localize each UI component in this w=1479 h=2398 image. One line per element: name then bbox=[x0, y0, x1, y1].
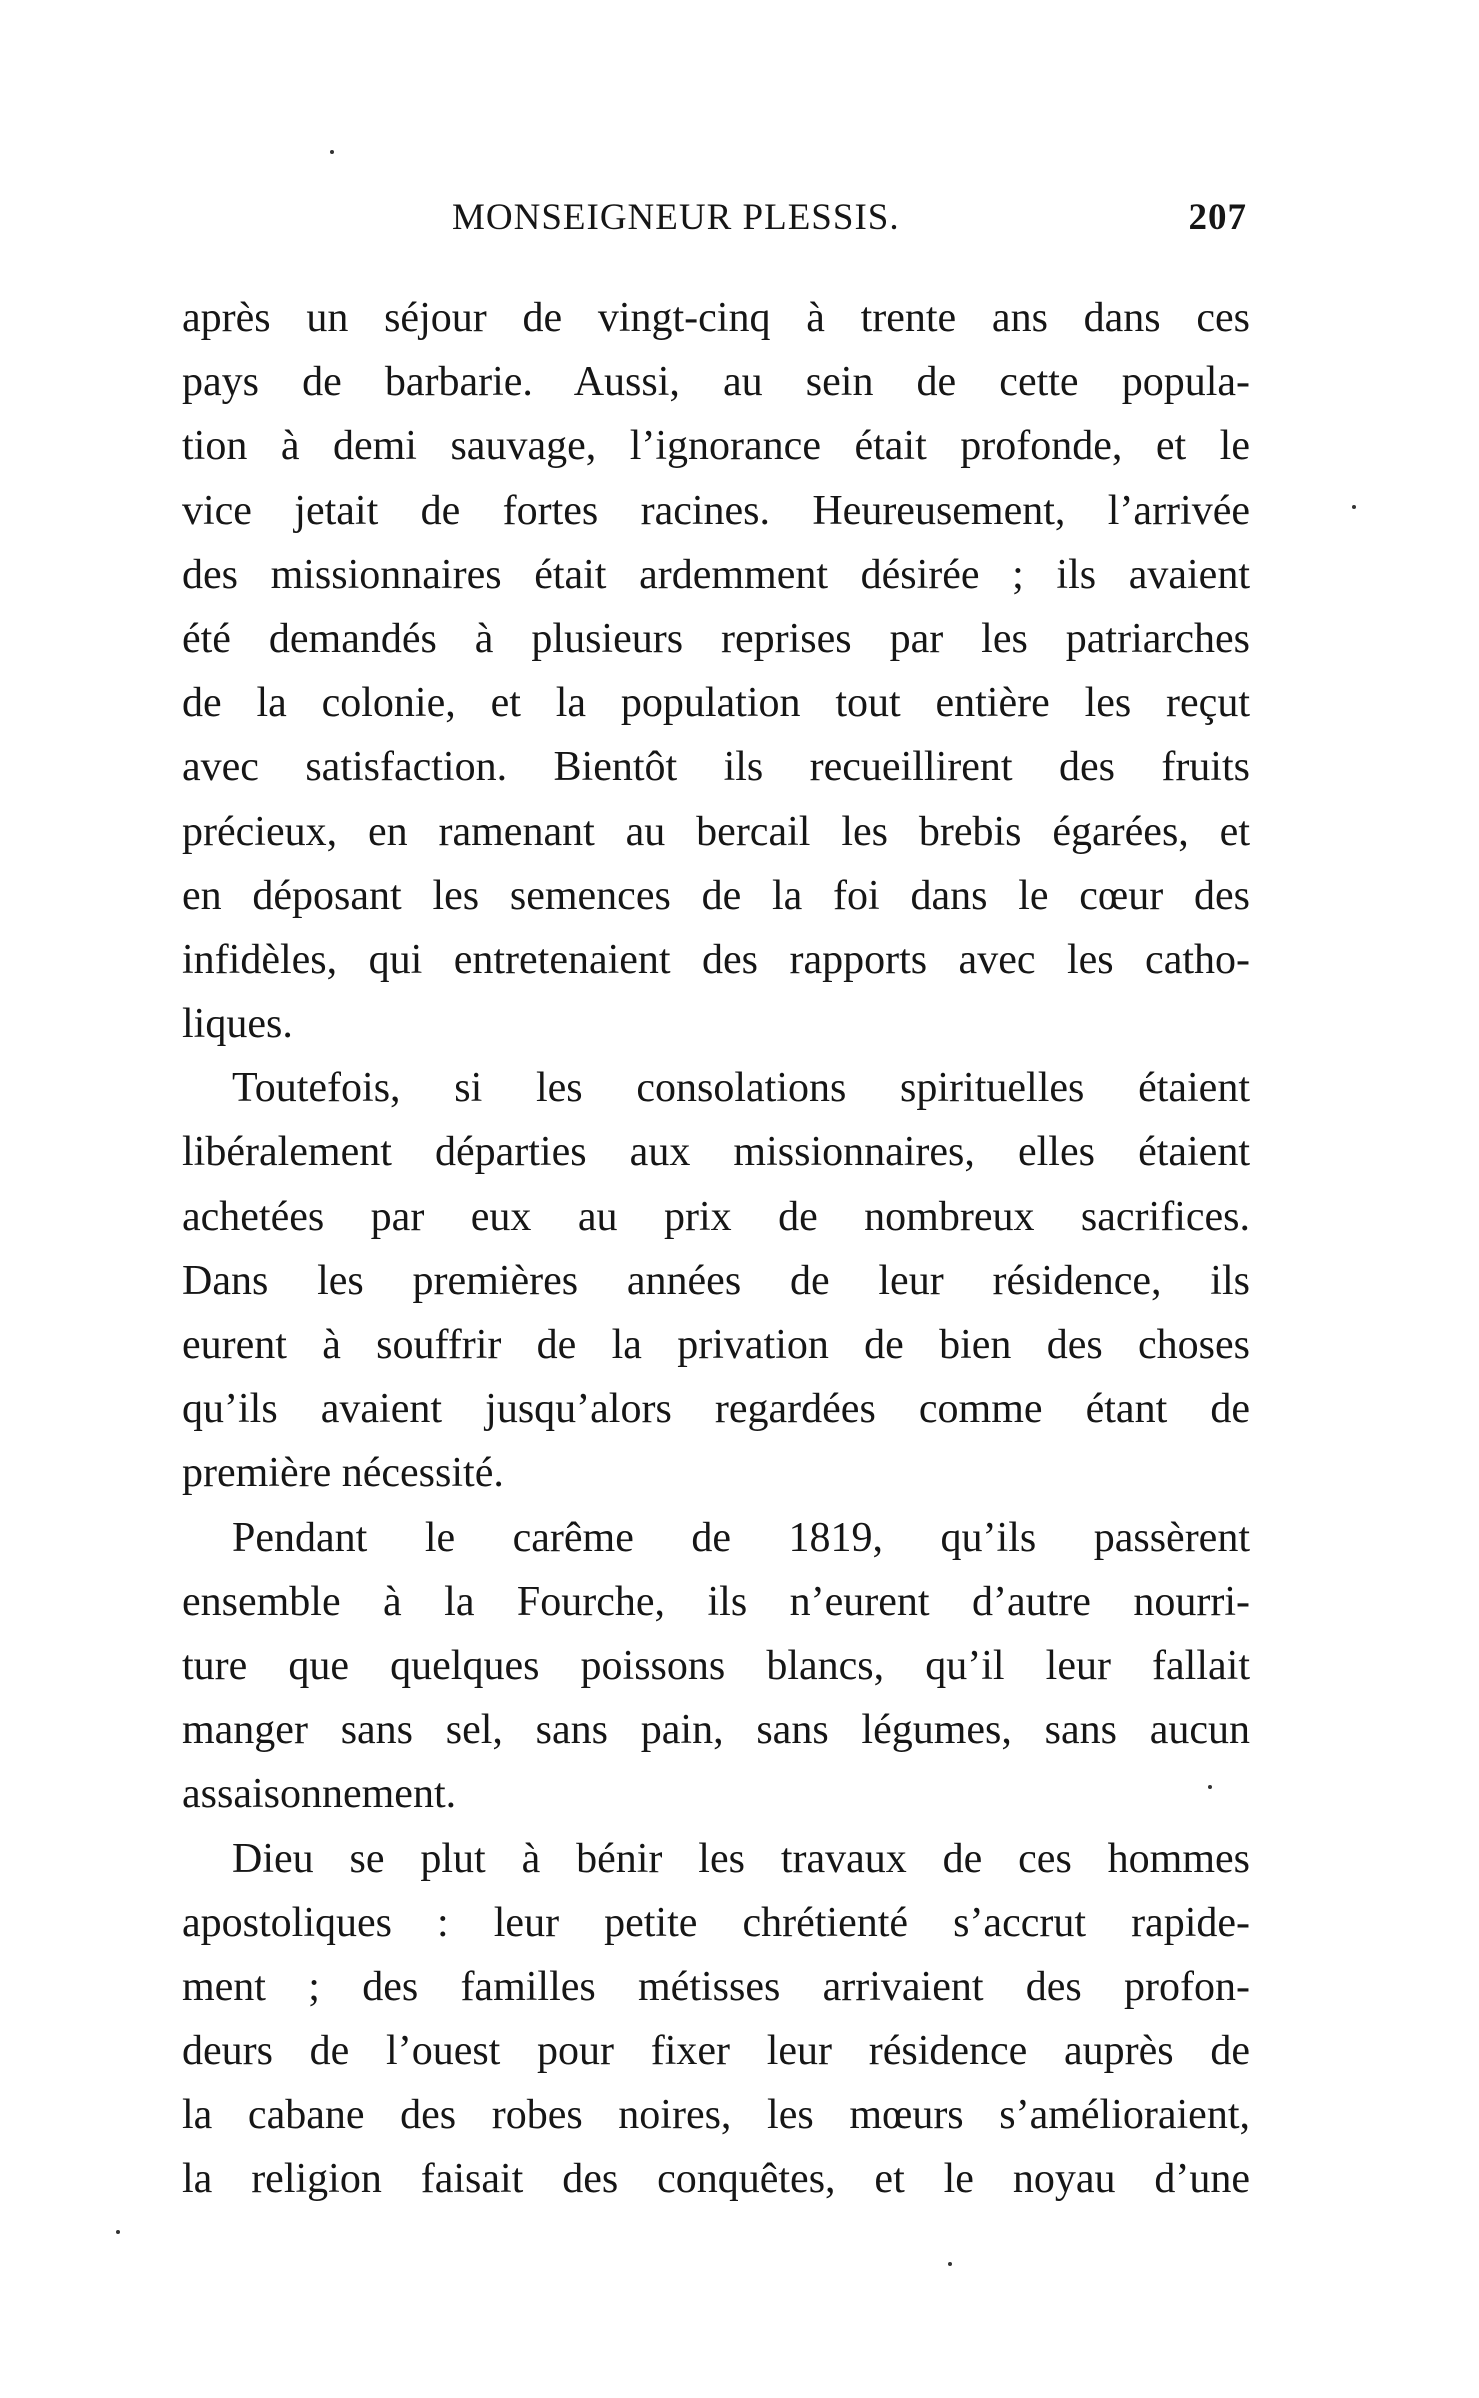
print-speck bbox=[330, 150, 334, 154]
running-title: MONSEIGNEUR PLESSIS. bbox=[452, 197, 900, 238]
print-speck bbox=[1352, 505, 1356, 509]
text-line: vice jetait de fortes racines. Heureusement, l’arrivée bbox=[182, 487, 1250, 534]
text-line: la cabane des robes noires, les mœurs s’amélioraient, bbox=[182, 2092, 1250, 2139]
text-line: avec satisfaction. Bientôt ils recueillirent des fruits bbox=[182, 744, 1250, 791]
text-line: deurs de l’ouest pour fixer leur résidence auprès de bbox=[182, 2028, 1250, 2075]
text-line: infidèles, qui entretenaient des rapports avec les catho- bbox=[182, 936, 1250, 983]
text-line: Toutefois, si les consolations spirituelles étaient bbox=[232, 1065, 1250, 1112]
text-line: précieux, en ramenant au bercail les brebis égarées, et bbox=[182, 808, 1250, 855]
text-line: Dieu se plut à bénir les travaux de ces hommes bbox=[232, 1835, 1250, 1882]
text-line: été demandés à plusieurs reprises par les patriarches bbox=[182, 615, 1250, 662]
text-line: après un séjour de vingt-cinq à trente ans dans ces bbox=[182, 295, 1250, 341]
text-line: première nécessité. bbox=[182, 1450, 504, 1497]
text-line: pays de barbarie. Aussi, au sein de cette popula- bbox=[182, 359, 1250, 406]
text-line: ment ; des familles métisses arrivaient des profon- bbox=[182, 1963, 1250, 2010]
text-line: qu’ils avaient jusqu’alors regardées comme étant de bbox=[182, 1386, 1250, 1433]
text-line: apostoliques : leur petite chrétienté s’accrut rapide- bbox=[182, 1899, 1250, 1946]
text-line: des missionnaires était ardemment désirée ; ils avaient bbox=[182, 551, 1250, 598]
page-number: 207 bbox=[1188, 197, 1247, 238]
running-head bbox=[172, 196, 1247, 246]
text-line: Dans les premières années de leur résidence, ils bbox=[182, 1257, 1250, 1304]
text-line: eurent à souffrir de la privation de bien des choses bbox=[182, 1322, 1250, 1368]
print-speck bbox=[116, 2230, 120, 2234]
text-line: Pendant le carême de 1819, qu’ils passèrent bbox=[232, 1514, 1250, 1561]
text-line: ture que quelques poissons blancs, qu’il leur fallait bbox=[182, 1642, 1250, 1689]
text-line: achetées par eux au prix de nombreux sacrifices. bbox=[182, 1193, 1250, 1240]
text-line: ensemble à la Fourche, ils n’eurent d’autre nourri- bbox=[182, 1578, 1250, 1625]
text-line: tion à demi sauvage, l’ignorance était profonde, et le bbox=[182, 423, 1250, 470]
text-line: la religion faisait des conquêtes, et le noyau d’une bbox=[182, 2156, 1250, 2203]
print-speck bbox=[948, 2262, 952, 2266]
text-line: liques. bbox=[182, 1001, 293, 1048]
text-line: manger sans sel, sans pain, sans légumes, sans aucun bbox=[182, 1707, 1250, 1754]
text-line: de la colonie, et la population tout entière les reçut bbox=[182, 680, 1250, 727]
print-speck bbox=[1208, 1785, 1212, 1789]
text-line: libéralement départies aux missionnaires, elles étaient bbox=[182, 1129, 1250, 1176]
body-text bbox=[182, 286, 1250, 2212]
text-line: en déposant les semences de la foi dans le cœur des bbox=[182, 872, 1250, 919]
text-line: assaisonnement. bbox=[182, 1771, 457, 1818]
